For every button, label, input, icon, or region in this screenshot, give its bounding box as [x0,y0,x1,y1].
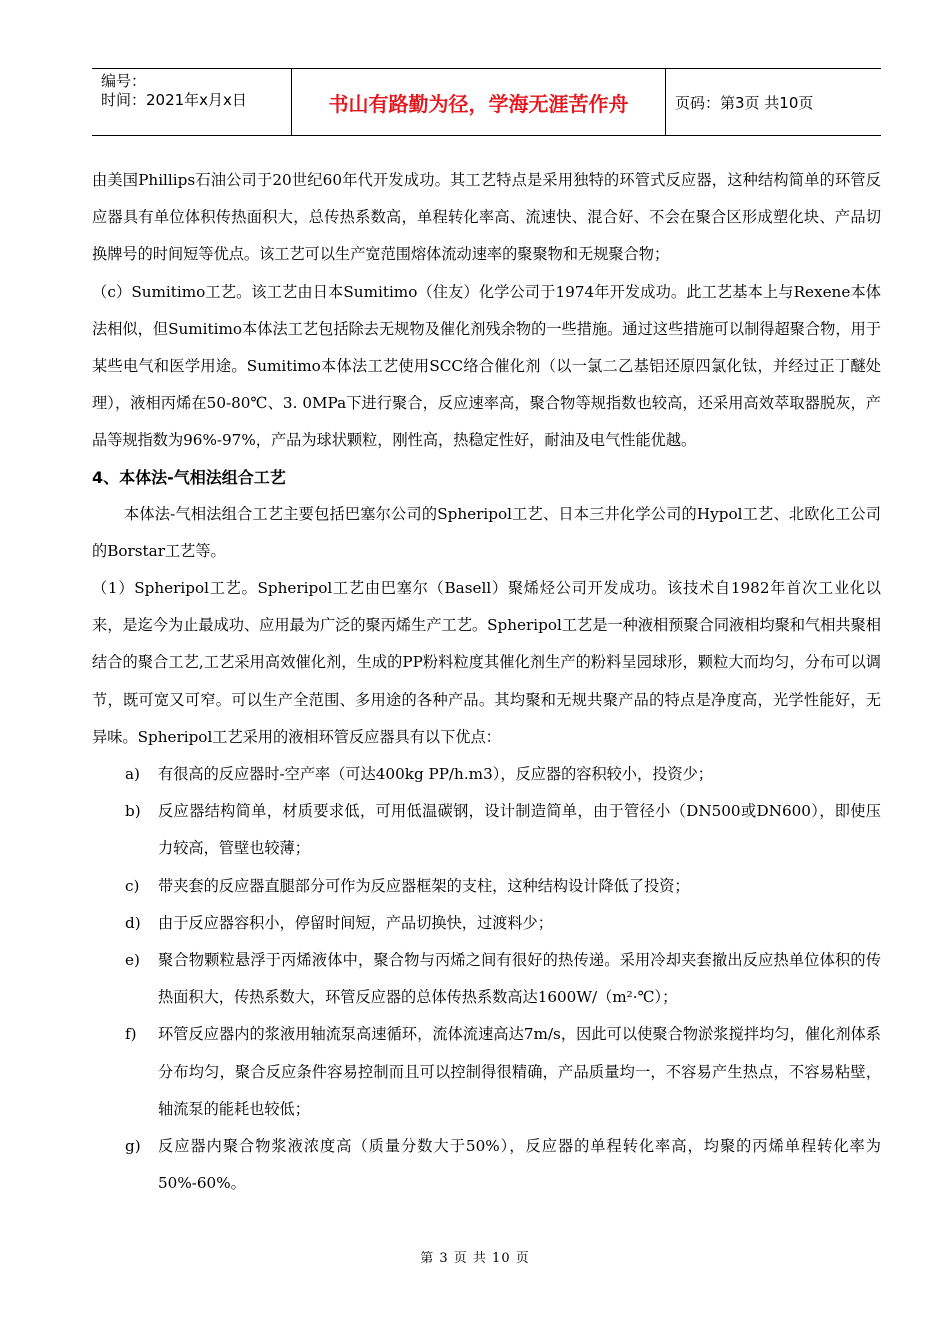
list-text: 环管反应器内的浆液用轴流泵高速循环，流体流速高达7m/s，因此可以使聚合物淤浆搅拌均匀，催化剂体系分布均匀，聚合反应条件容易控制而且可以控制得很精确，产品质量均一，不容易产生热点，不容易粘壁，轴流泵的能耗也较低； [158,1025,881,1118]
section-heading: 4、本体法-气相法组合工艺 [92,467,286,487]
list-text: 由于反应器容积小，停留时间短，产品切换快，过渡料少； [158,913,553,932]
time-label: 时间：2021年x月x日 [101,91,247,109]
list-text: 聚合物颗粒悬浮于丙烯液体中，聚合物与丙烯之间有很好的热传递。采用冷却夹套撤出反应热单位体积的传热面积大，传热系数大，环管反应器的总体传热系数高达1600W/（m²·℃）； [158,951,881,1007]
advantages-list [92,756,881,1202]
list-text: 有很高的反应器时-空产率（可达400kg PP/h.m3），反应器的容积较小，投资少； [158,765,713,784]
list-text: 带夹套的反应器直腿部分可作为反应器框架的支柱，这种结构设计降低了投资； [158,876,690,895]
list-marker: g) [125,1137,141,1156]
paragraph-4: （1）Spheripol工艺。Spheripol工艺由巴塞尔（Basell）聚烯烃公司开发成功。该技术自1982年首次工业化以来，是迄今为止最成功、应用最为广泛的聚丙烯生产工艺。Spheripol工艺是一种液相预聚合同液相均聚和气相共聚相结合的聚合工艺,工艺采用高效催化剂，生成的PP粉料粒度其催化剂生产的粉料呈园球形，颗粒大而均匀，分布可以调节，既可宽又可窄。可以生产全范围、多用途的各种产品。其均聚和无规共聚产品的特点是净度高，光学性能好，无异味。Spheripol工艺采用的液相环管反应器具有以下优点： [92,579,881,746]
header-motto: 书山有路勤为径，学海无涯苦作舟 [292,69,666,135]
header-meta [92,69,292,135]
list-item [92,905,881,942]
paragraph-2: （c）Sumitimo工艺。该工艺由日本Sumitimo（住友）化学公司于1974年开发成功。此工艺基本上与Rexene本体法相似，但Sumitimo本体法工艺包括除去无规物及催化剂残余物的一些措施。通过这些措施可以制得超聚合物，用于某些电气和医学用途。Sumitimo本体法工艺使用SCC络合催化剂（以一氯二乙基铝还原四氯化钛，并经过正丁醚处理），液相丙烯在50-80℃、3. 0MPa下进行聚合，反应速率高，聚合物等规指数也较高，还采用高效萃取器脱灰，产品等规指数为96%-97%，产品为球状颗粒，刚性高，热稳定性好，耐油及电气性能优越。 [92,282,881,450]
list-item [92,756,881,793]
list-text: 反应器内聚合物浆液浓度高（质量分数大于50%），反应器的单程转化率高，均聚的丙烯单程转化率为50%-60%。 [158,1137,881,1193]
page-footer: 第 3 页 共 10 页 [420,1251,530,1266]
document-body [92,162,881,1202]
list-marker: d) [125,913,141,932]
list-text: 反应器结构简单，材质要求低，可用低温碳钢，设计制造简单，由于管径小（DN500或DN600），即使压力较高，管壁也较薄； [158,802,881,858]
list-item [92,1016,881,1128]
list-item [92,868,881,905]
list-marker: a) [125,765,140,784]
paragraph-1: 由美国Phillips石油公司于20世纪60年代开发成功。其工艺特点是采用独特的环管式反应器，这种结构简单的环管反应器具有单位体积传热面积大，总传热系数高，单程转化率高、流速快、混合好、不会在聚合区形成塑化块、产品切换牌号的时间短等优点。该工艺可以生产宽范围熔体流动速率的聚聚物和无规聚合物； [92,171,881,264]
list-marker: c) [125,876,140,895]
list-marker: b) [125,802,141,821]
page-header [92,68,881,136]
list-item [92,1128,881,1202]
paragraph-3: 本体法-气相法组合工艺主要包括巴塞尔公司的Spheripol工艺、日本三井化学公司的Hypol工艺、北欧化工公司的Borstar工艺等。 [92,504,881,560]
list-marker: f) [125,1025,137,1044]
header-page-label: 页码：第3页 共10页 [675,93,814,112]
list-item [92,793,881,867]
list-marker: e) [125,951,140,970]
list-item [92,942,881,1016]
number-label: 编号： [101,72,147,90]
